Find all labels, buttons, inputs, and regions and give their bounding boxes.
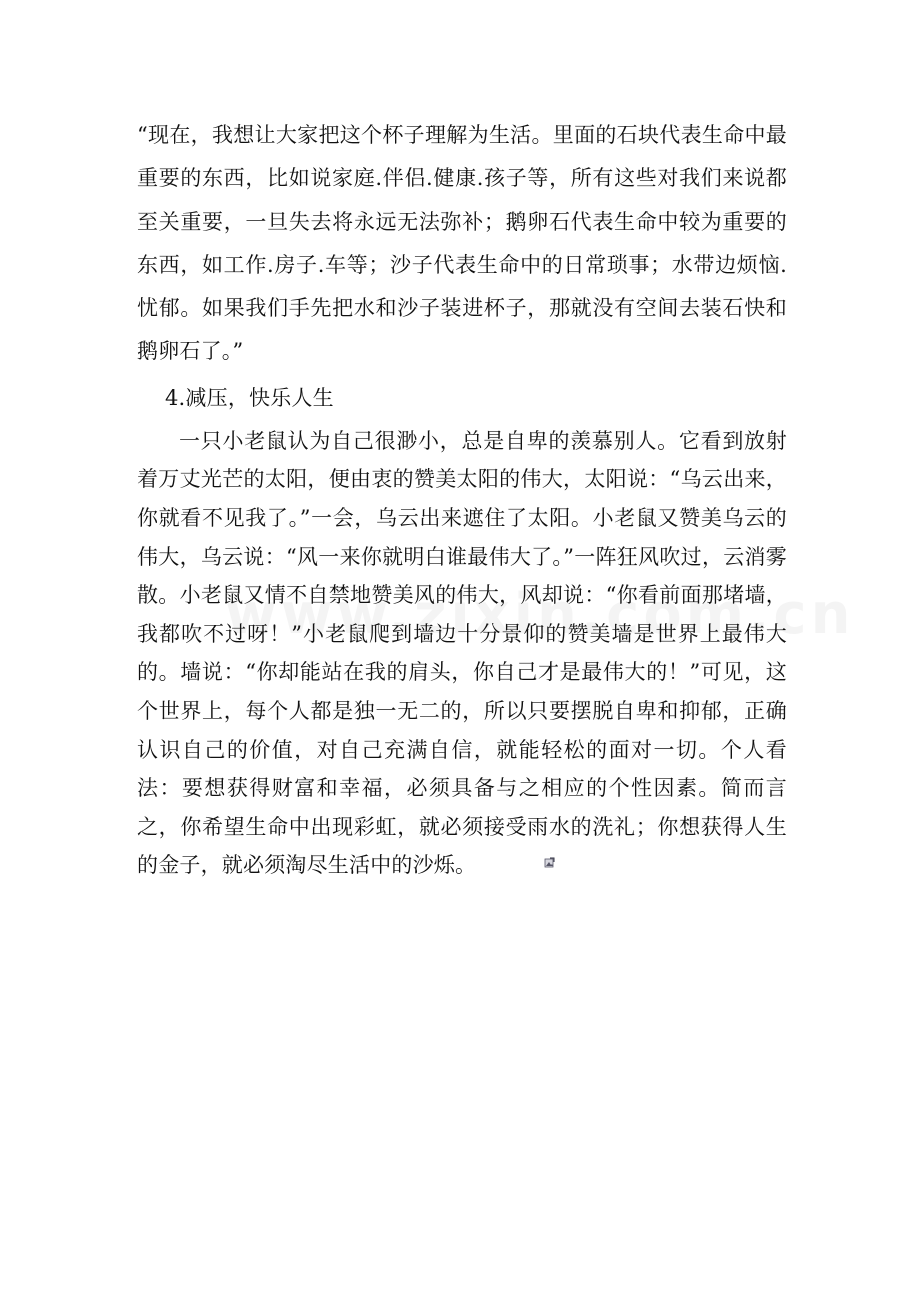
document-body bbox=[137, 114, 787, 885]
paragraph-mouse-story: 一只小老鼠认为自己很渺小，总是自卑的羡慕别人。它看到放射着万丈光芒的太阳，便由衷的赞美太阳的伟大，太阳说：“乌云出来，你就看不见我了。”一会，乌云出来遮住了太阳。小老鼠又赞美乌云的伟大，乌云说：“风一来你就明白谁最伟大了。”一阵狂风吹过，云消雾散。小老鼠又情不自禁地赞美风的伟大，风却说：“你看前面那堵墙，我都吹不过呀！”小老鼠爬到墙边十分景仰的赞美墙是世界上最伟大的。墙说：“你却能站在我的肩头，你自己才是最伟大的！”可见，这个世界上，每个人都是独一无二的，所以只要摆脱自卑和抑郁，正确认识自己的价值，对自己充满自信，就能轻松的面对一切。个人看法：要想获得财富和幸福，必须具备与之相应的个性因素。简而言之，你希望生命中出现彩虹，就必须接受雨水的洗礼；你想获得人生的金子，就必须淘尽生活中的沙烁。 bbox=[137, 428, 787, 878]
paragraph-cup-metaphor: “现在，我想让大家把这个杯子理解为生活。里面的石块代表生命中最重要的东西，比如说家庭.伴侣.健康.孩子等，所有这些对我们来说都至关重要，一旦失去将永远无法弥补；鹅卵石代表生命中较为重要的东西，如工作.房子.车等；沙子代表生命中的日常琐事；水带边烦恼.忧郁。如果我们手先把水和沙子装进杯子，那就没有空间去装石快和鹅卵石了。” bbox=[137, 123, 787, 364]
small-image-icon bbox=[544, 857, 555, 868]
section-heading-decompress: 4.减压，快乐人生 bbox=[165, 385, 334, 410]
